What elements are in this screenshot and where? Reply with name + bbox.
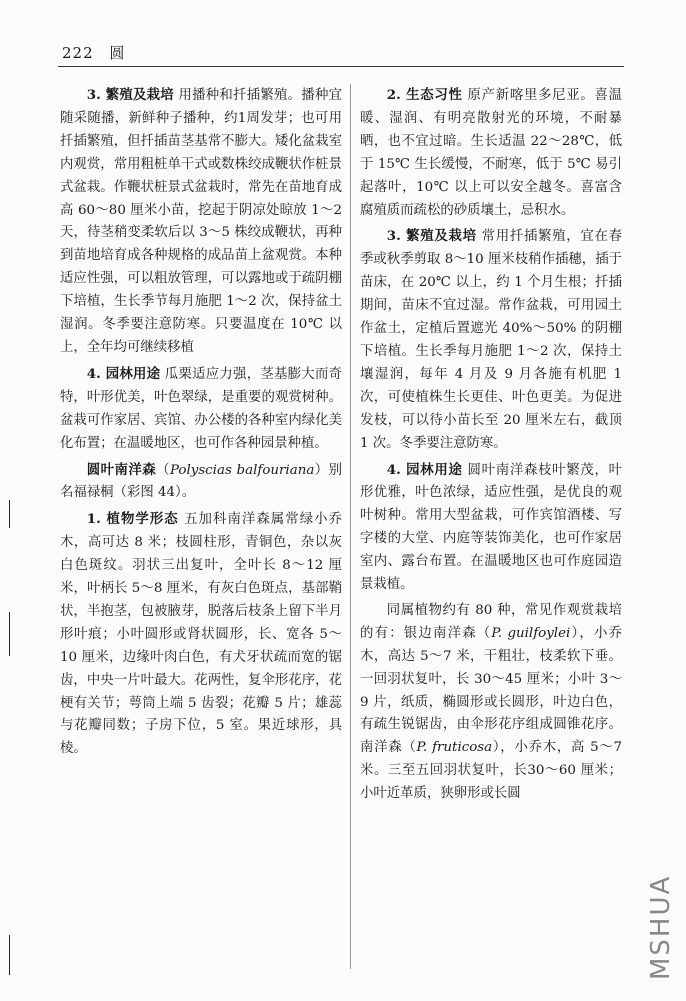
paragraph: [60, 508, 342, 761]
page-number: 222: [62, 44, 94, 62]
paragraph: [60, 363, 342, 456]
paragraph: [360, 600, 622, 806]
paragraph-text: 常用扦插繁殖，宜在春季或秋季剪取 8～10 厘米枝稍作插穗，插于苗床，在 20℃ 以上，约 1 个月生根；扦插期间，苗床不宜过湿。常作盆栽，可用园土作盆土，定植后置遮光 40%～50% 的阴棚下培植。生长季每月施肥 1～2 次，保持土壤湿润，每年 4 月及 9 月各施有机肥 1 次，可使植株生长更佳、叶色更美。为促进发枝，可以待小苗长至 20 厘米左右，截顶 1 次。冬季要注意防寒。: [360, 229, 622, 451]
section-heading: 3. 繁殖及栽培: [86, 87, 174, 103]
page-header: [62, 42, 125, 63]
section-heading: 3. 繁殖及栽培: [386, 228, 477, 245]
species-entry: 圆叶南洋森（Polyscias balfouriana）别名福禄桐（彩图 44）。: [60, 461, 343, 501]
latin-name: P. guilfoylei: [491, 625, 571, 641]
chapter-title: 圆: [109, 44, 126, 62]
species-latin-name: Polyscias balfouriana: [169, 462, 315, 478]
scan-margin-mark: [9, 612, 10, 656]
species-name: 圆叶南洋森: [86, 461, 157, 478]
scan-margin-mark: [9, 935, 10, 975]
section-heading: 4. 园林用途: [86, 365, 161, 382]
paragraph-text: 圆叶南洋森枝叶繁茂，叶形优雅，叶色浓绿，适应性强，是优良的观叶树种。常用大型盆栽，可作宾馆酒楼、写字楼的大堂、内庭等装饰美化，也可作家居室内、露台布置。在温暖地区也可作庭园造景栽植。: [360, 462, 622, 593]
section-heading: 4. 园林用途: [386, 461, 463, 478]
section-heading: 1. 植物学形态: [86, 511, 179, 528]
left-column: [60, 84, 342, 764]
section-heading: 2. 生态习性: [386, 87, 463, 103]
column-divider: [350, 84, 351, 969]
paragraph-text: 用播种和扦插繁殖。播种宜随采随播，新鲜种子播种，约1周发芽；也可用扦插繁殖，但扦插苗茎基常不膨大。矮化盆栽室内观赏，常用粗桩单干式或数株绞成鞭状作桩景式盆栽。作鞭状桩景式盆栽时，常先在苗地育成高 60～80 厘米小苗，挖起于阴凉处晾放 1～2 天，待茎稍变柔软后以 3～5 株绞成鞭状，再种到苗地培育成各种规格的成品苗上盆观赏。本种适应性强，可以粗放管理，可以露地或于疏阴棚下培植，生长季节每月施肥 1～2 次，保持盆土湿润。冬季要注意防寒。只要温度在 10℃ 以上，全年均可继续移植: [60, 88, 343, 355]
right-column: [360, 84, 622, 809]
paragraph-text: 五加科南洋森属常绿小乔木，高可达 8 米；枝圆柱形，青铜色，杂以灰白色斑纹。羽状三出复叶，全叶长 8～12 厘米，叶柄长 5～8 厘米，有灰白色斑点，基部鞘状，半抱茎，包被腋芽，脱落后枝条上留下半月形叶痕；小叶圆形或肾状圆形，长、宽各 5～10 厘米，边缘叶肉白色，有犬牙状疏而宽的锯齿，中央一片叶最大。花两性，复伞形花序，花梗有关节；萼筒上端 5 齿裂；花瓣 5 片；雄蕊与花瓣同数；子房下位，5 室。果近球形，具棱。: [60, 512, 342, 757]
paragraph: [360, 225, 622, 455]
species-alias: 别名福禄桐（彩图 44）。: [60, 462, 343, 501]
header-rule: [58, 66, 624, 67]
watermark: MSHUA: [646, 874, 676, 980]
paragraph-text: 瓜栗适应力强，茎基膨大而奇特，叶形优美，叶色翠绿，是重要的观赏树种。盆栽可作家居、宾馆、办公楼的各种室内绿化美化布置；在温暖地区，也可作各种园景种植。: [60, 366, 342, 451]
paragraph-text: ），小乔木，高达 5～7 米，干粗壮，枝柔软下垂。一回羽状复叶，长 30～45 厘米；小叶 3～9 片，纸质，椭圆形或长圆形，叶边白色，有疏生锐锯齿，由伞形花序组成圆锥花序。南洋森（: [360, 625, 622, 756]
paragraph-text: 原产新喀里多尼亚。喜温暖、湿润、有明亮散射光的环境，不耐暴晒，也不宜过暗。生长适温 22～28℃，低于 15℃ 生长缓慢，不耐寒，低于 5℃ 易引起落叶，10℃ 以上可以安全越冬。喜富含腐殖质而疏松的砂质壤土，忌积水。: [360, 88, 622, 218]
latin-name: P. fruticosa: [416, 740, 493, 756]
scan-margin-mark: [9, 500, 10, 528]
paragraph-text: ），小乔木，高 5～7 米。三至五回羽状复叶，长30～60 厘米；小叶近革质，狭卵形或长圆: [360, 740, 622, 802]
paragraph: [360, 84, 622, 222]
paragraph-text: 同属植物约有 80 种，常见作观赏栽培的有：银边南洋森（: [360, 602, 622, 641]
paragraph: [360, 459, 622, 597]
paragraph: [60, 84, 342, 360]
